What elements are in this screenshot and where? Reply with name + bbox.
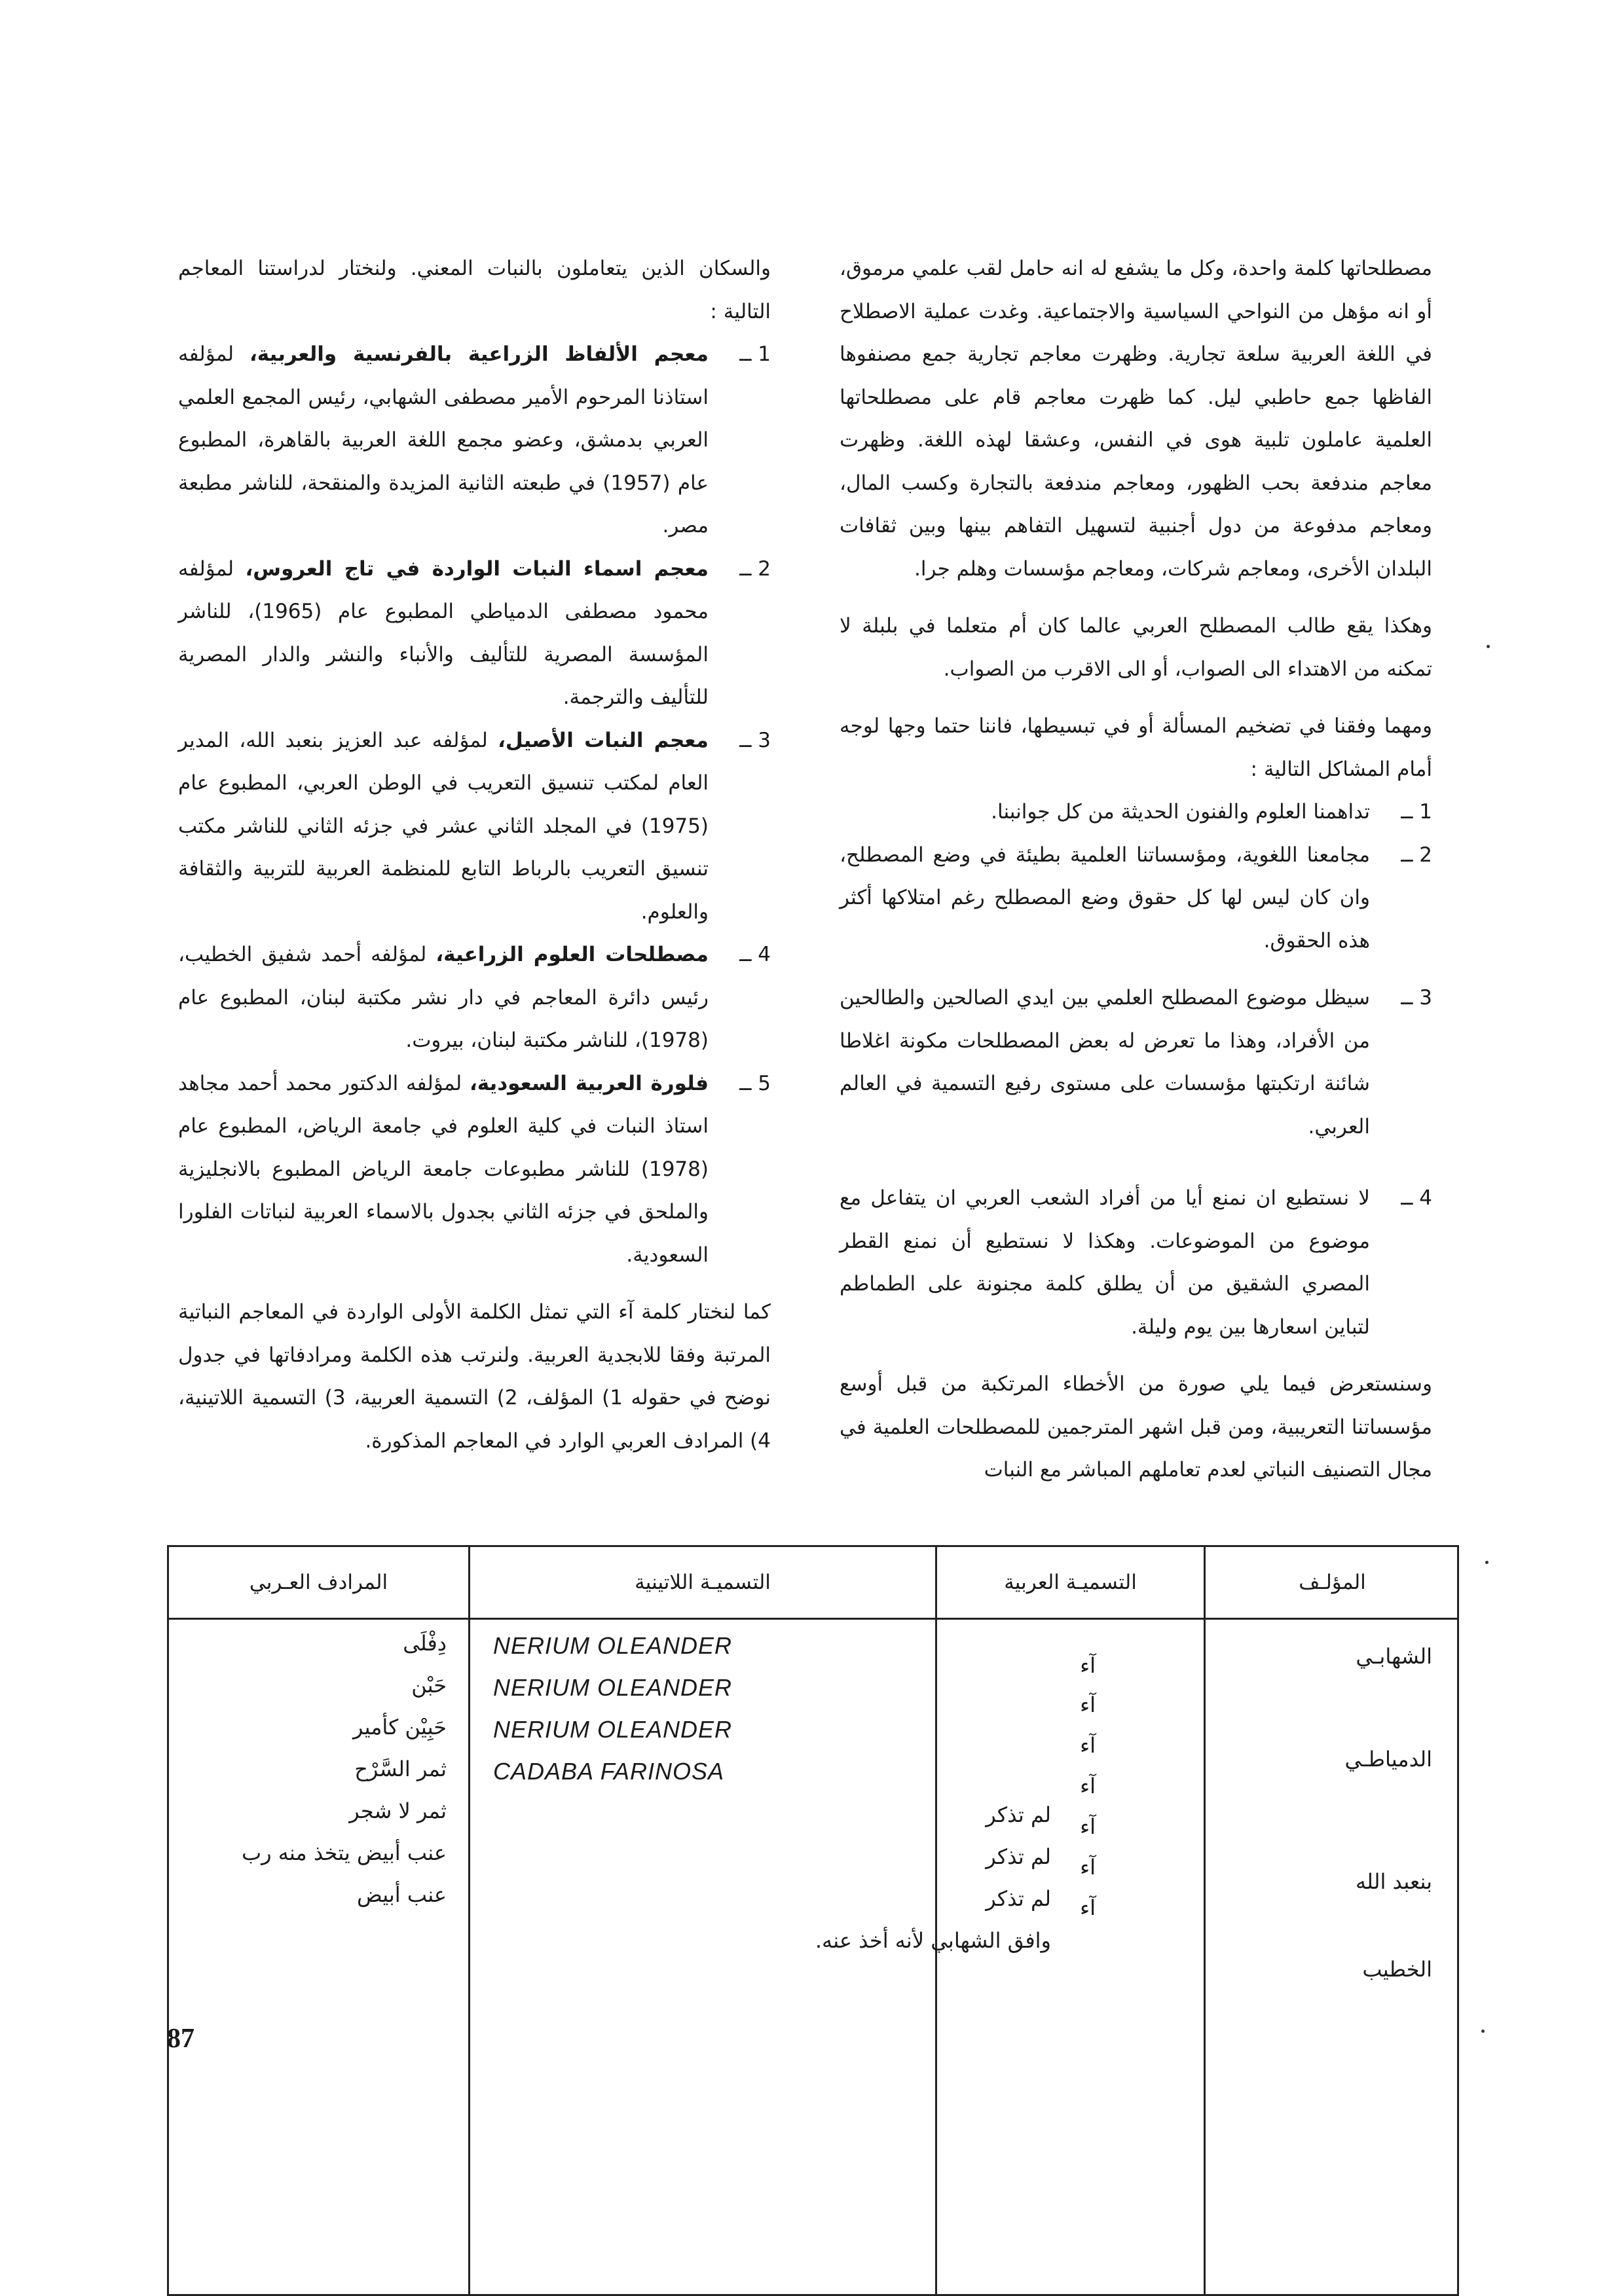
scan-speck <box>1485 1561 1489 1564</box>
list-number: 2 ــ <box>739 556 771 581</box>
book-details: لمؤلفه أحمد شفيق الخطيب، رئيس دائرة المعاجم في دار نشر مكتبة لبنان، المطبوع عام (1978)، للناشر مكتبة لبنان، بيروت. <box>178 943 709 1052</box>
list-item <box>178 720 771 934</box>
list-text <box>178 333 709 548</box>
list-number: 1 ــ <box>1401 800 1432 824</box>
latin-name-cell: CADABA FARINOSA <box>493 1758 725 1785</box>
author-cell: الدمياطـي <box>1344 1747 1432 1772</box>
synonym-cell: حَبْن <box>411 1673 447 1698</box>
paragraph: وسنستعرض فيما يلي صورة من الأخطاء المرتكبة من قبل أوسع مؤسساتنا التعريبية، ومن قبل اشهر المترجمين للمصطلحات العلمية في مجال التصنيف النباتي لعدم تعاملهم المباشر مع النبات <box>840 1372 1432 1482</box>
list-text <box>178 1063 709 1277</box>
left-column <box>178 247 771 1463</box>
arabic-name-cell: آء <box>1080 1692 1096 1717</box>
column-divider <box>468 1547 470 2294</box>
latin-name-cell: NERIUM OLEANDER <box>493 1716 733 1743</box>
synonym-cell: عنب أبيض <box>357 1882 447 1907</box>
latin-name-cell: وافق الشهابي لأنه أخذ عنه. <box>815 1928 1051 1953</box>
list-text <box>178 548 709 720</box>
list-text <box>178 720 709 934</box>
list-item <box>840 791 1432 834</box>
latin-name-cell: لم تذكر <box>986 1886 1051 1911</box>
latin-name-cell: لم تذكر <box>986 1844 1051 1869</box>
list-item <box>840 977 1432 1148</box>
arabic-name-cell: آء <box>1080 1895 1096 1920</box>
latin-name-cell: NERIUM OLEANDER <box>493 1674 733 1701</box>
arabic-name-cell: آء <box>1080 1733 1096 1758</box>
latin-name-cell: لم تذكر <box>986 1802 1051 1827</box>
list-item <box>178 333 771 548</box>
list-number: 5 ــ <box>739 1071 771 1095</box>
list-text: لا نستطيع ان نمنع أيا من أفراد الشعب العربي ان يتفاعل مع موضوع من الموضوعات. وهكذا لا نستطيع أن نمنع القطر المصري الشقيق من أن يطلق كلمة مجنونة على الطماطم لتباين اسعارها بين يوم وليلة. <box>840 1186 1370 1339</box>
arabic-name-cell: آء <box>1080 1814 1096 1839</box>
list-text: تداهمنا العلوم والفنون الحديثة من كل جوانبنا. <box>991 800 1370 824</box>
author-cell: بنعبد الله <box>1355 1869 1432 1894</box>
paragraph: مصطلحاتها كلمة واحدة، وكل ما يشفع له انه حامل لقب علمي مرموق، أو انه مؤهل من النواحي السياسية والاجتماعية. وغدت عملية الاصطلاح في اللغة العربية سلعة تجارية. وظهرت معاجم تجارية جمع مصنفوها الفاظها جمع حاطبي ليل. كما ظهرت معاجم قام على مصطلحاتها العلمية عاملون تلبية هوى في النفس، وعشقا لهذه اللغة. وظهرت معاجم مندفعة بحب الظهور، ومعاجم مندفعة بالتجارة وكسب المال، ومعاجم مدفوعة من دول أجنبية لتسهيل التفاهم بينها وبين ثقافات البلدان الأخرى، ومعاجم شركات، ومعاجم مؤسسات وهلم جرا. <box>840 257 1432 581</box>
list-number: 1 ــ <box>739 342 771 366</box>
arabic-name-cell: آء <box>1080 1653 1096 1678</box>
arabic-name-cell: آء <box>1080 1855 1096 1880</box>
paragraph: كما لنختار كلمة آء التي تمثل الكلمة الأولى الواردة في المعاجم النباتية المرتبة وفقا للابجدية العربية. ولنرتب هذه الكلمة ومرادفاتها في جدول نوضح في حقوله 1) المؤلف، 2) التسمية العربية، 3) التسمية اللاتينية، 4) المرادف العربي الوارد في المعاجم المذكورة. <box>178 1300 771 1453</box>
right-column <box>840 247 1432 1492</box>
list-number: 3 ــ <box>1401 986 1432 1010</box>
header-author: المؤلـف <box>1299 1571 1366 1594</box>
synonym-cell: دِفْلَى <box>403 1631 447 1656</box>
header-latin-name: التسميـة اللاتينية <box>635 1571 771 1594</box>
scan-speck <box>1487 645 1490 648</box>
book-details: لمؤلفه الدكتور محمد أحمد مجاهد استاذ النبات في كلية العلوم في جامعة الرياض، المطبوع عام (1978) للناشر مطبوعات جامعة الرياض المطبوع بالانجليزية والملحق في جزئه الثاني بجدول بالاسماء العربية لنباتات الفلورا السعودية. <box>178 1071 709 1267</box>
book-title: معجم الألفاظ الزراعية بالفرنسية والعربية، <box>249 342 709 366</box>
column-divider <box>1204 1547 1206 2294</box>
column-divider <box>935 1547 937 2294</box>
paragraph: وهكذا يقع طالب المصطلح العربي عالما كان أم متعلما في بلبلة لا تمكنه من الاهتداء الى الصواب، أو الى الاقرب من الصواب. <box>840 614 1432 681</box>
paragraph: ومهما وفقنا في تضخيم المسألة أو في تبسيطها، فاننا حتما وجها لوجه أمام المشاكل التالية : <box>840 714 1432 781</box>
book-title: معجم اسماء النبات الواردة في تاج العروس، <box>245 556 709 581</box>
list-text <box>178 934 709 1063</box>
list-item <box>840 1177 1432 1349</box>
synonym-cell: عنب أبيض يتخذ منه رب <box>241 1840 447 1865</box>
scan-speck <box>1481 2030 1485 2033</box>
synonyms-table <box>167 1545 1459 2296</box>
list-number: 4 ــ <box>1401 1186 1432 1210</box>
synonym-cell: ثمر لا شجر <box>349 1798 447 1823</box>
list-item <box>178 1063 771 1277</box>
header-arabic-synonym: المرادف العـربي <box>249 1571 388 1594</box>
header-arabic-name: التسميـة العربية <box>1004 1571 1137 1594</box>
paragraph: والسكان الذين يتعاملون بالنبات المعني. ولنختار لدراستنا المعاجم التالية : <box>178 257 771 323</box>
list-number: 3 ــ <box>739 728 771 752</box>
book-title: معجم النبات الأصيل، <box>498 728 709 752</box>
page-number: 87 <box>167 2024 194 2054</box>
arabic-name-cell: آء <box>1080 1774 1096 1798</box>
author-cell: الخطيب <box>1362 1957 1432 1982</box>
list-number: 2 ــ <box>1401 843 1432 867</box>
book-details: لمؤلفه عبد العزيز بنعبد الله، المدير العام لمكتب تنسيق التعريب في الوطن العربي، المطبوع عام (1975) في المجلد الثاني عشر في جزئه الثاني للناشر مكتب تنسيق التعريب بالرباط التابع للمنظمة العربية للتربية والثقافة والعلوم. <box>178 728 709 924</box>
synonym-cell: ثمر السَّرْح <box>354 1757 447 1781</box>
list-item <box>178 548 771 720</box>
list-item <box>840 834 1432 963</box>
book-title: مصطلحات العلوم الزراعية، <box>435 943 709 966</box>
list-number: 4 ــ <box>739 943 771 966</box>
book-title: فلورة العربية السعودية، <box>469 1071 709 1095</box>
author-cell: الشهابـي <box>1356 1644 1432 1669</box>
list-text: مجامعنا اللغوية، ومؤسساتنا العلمية بطيئة في وضع المصطلح، وان كان ليس لها كل حقوق وضع المصطلح رغم امتلاكها أكثر هذه الحقوق. <box>840 843 1370 953</box>
book-details: لمؤلفه استاذنا المرحوم الأمير مصطفى الشهابي، رئيس المجمع العلمي العربي بدمشق، وعضو مجمع اللغة العربية بالقاهرة، المطبوع عام (1957) في طبعته الثانية المزيدة والمنقحة، للناشر مطبعة مصر. <box>178 342 709 538</box>
list-item <box>178 934 771 1063</box>
latin-name-cell: NERIUM OLEANDER <box>493 1632 733 1659</box>
synonym-cell: حَبِيْن كأمير <box>352 1715 447 1740</box>
book-details: لمؤلفه محمود مصطفى الدمياطي المطبوع عام (1965)، للناشر المؤسسة المصرية للتأليف والأنباء والنشر والدار المصرية للتأليف والترجمة. <box>178 556 709 709</box>
list-text: سيظل موضوع المصطلح العلمي بين ايدي الصالحين والطالحين من الأفراد، وهذا ما تعرض له بعض المصطلحات مكونة اغلاطا شائنة ارتكبتها مؤسسات على مستوى رفيع التسمية في العالم العربي. <box>840 986 1370 1139</box>
